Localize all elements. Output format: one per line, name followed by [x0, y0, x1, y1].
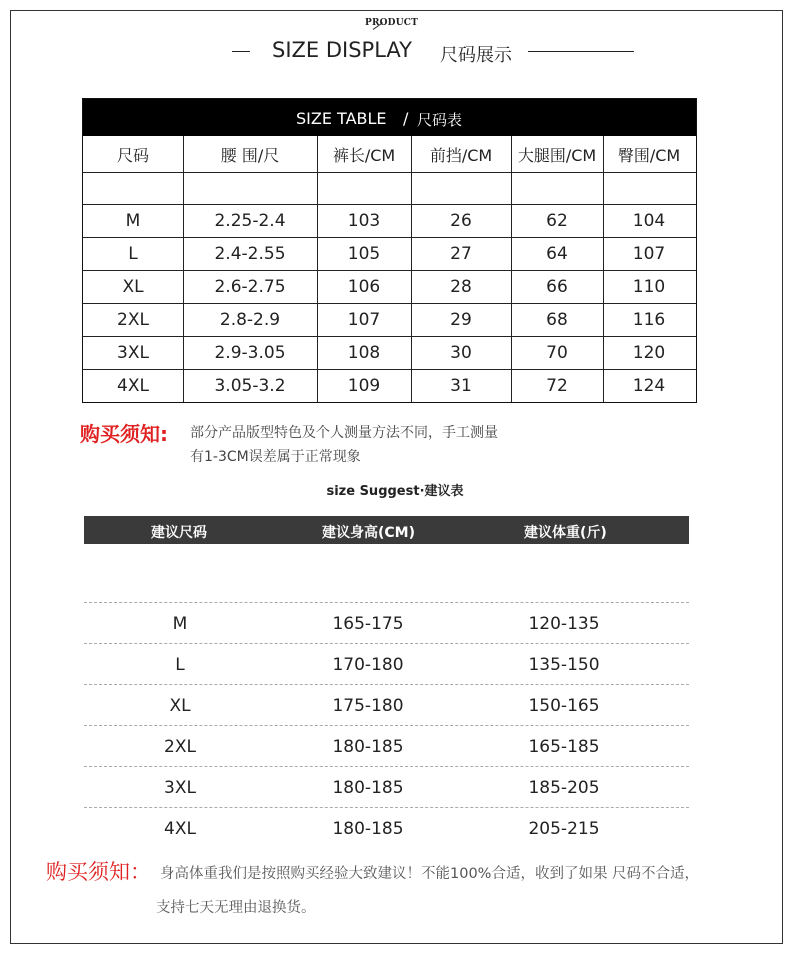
- table-cell: 120: [632, 343, 666, 363]
- table-row: [83, 337, 696, 370]
- table-row: [84, 767, 689, 808]
- notice-label: 购买须知:: [80, 422, 168, 446]
- size-table: [82, 98, 697, 403]
- table-cell: 175-180: [332, 695, 404, 716]
- table-cell: L: [175, 654, 185, 675]
- column-divider: [411, 136, 412, 402]
- table-cell: 28: [450, 277, 472, 297]
- column-header: 建议体重(斤): [524, 525, 607, 541]
- column-divider: [317, 136, 318, 402]
- table-cell: 109: [347, 375, 381, 396]
- table-cell: 180-185: [332, 777, 404, 798]
- size-table-column-headers: [83, 136, 696, 173]
- size-table-header-bar: [83, 99, 696, 136]
- table-cell: 165-185: [528, 736, 600, 757]
- table-cell: 2XL: [164, 736, 196, 757]
- notice-text-line1: 身高体重我们是按照购买经验大致建议！不能100%合适，收到了如果 尺码不合适，: [160, 866, 700, 882]
- column-header: 裤长/CM: [332, 145, 396, 165]
- table-cell: 3XL: [117, 343, 149, 363]
- table-cell: 2.9-3.05: [214, 343, 286, 363]
- notice-text-line2: 支持七天无理由退换货。: [156, 900, 316, 916]
- table-cell: 29: [450, 310, 472, 330]
- size-table-title-cn: 尺码表: [417, 111, 463, 129]
- table-cell: 135-150: [528, 654, 600, 675]
- column-header: 建议尺码: [151, 525, 207, 541]
- table-cell: 2.4-2.55: [214, 244, 286, 264]
- table-cell: 110: [632, 277, 666, 297]
- table-cell: 150-165: [528, 695, 600, 716]
- table-cell: 3XL: [164, 777, 196, 798]
- column-divider: [183, 136, 184, 402]
- table-row: [83, 271, 696, 304]
- table-cell: 107: [347, 310, 381, 330]
- table-cell: 26: [450, 211, 472, 231]
- notice-text-line2: 有1-3CM误差属于正常现象: [190, 449, 361, 465]
- table-cell: 66: [546, 277, 568, 297]
- table-cell: 31: [450, 375, 472, 396]
- page-title: [0, 36, 790, 66]
- table-cell: 180-185: [332, 818, 404, 839]
- table-cell: 68: [546, 310, 568, 330]
- table-row: [83, 370, 696, 401]
- table-cell: 106: [347, 277, 381, 297]
- table-cell: 2.8-2.9: [219, 310, 281, 330]
- table-cell: 124: [632, 375, 666, 396]
- table-cell: 72: [546, 375, 568, 396]
- suggest-table-title: size Suggest·建议表: [326, 484, 464, 499]
- column-header: 大腿围/CM: [517, 145, 597, 165]
- table-cell: XL: [169, 695, 191, 716]
- title-dash-left: [232, 51, 250, 52]
- table-row: [83, 238, 696, 271]
- table-cell: 30: [450, 343, 472, 363]
- table-row: [84, 644, 689, 685]
- table-cell: 2.6-2.75: [214, 277, 286, 297]
- size-table-title-separator: /: [403, 109, 409, 128]
- table-cell: 180-185: [332, 736, 404, 757]
- column-header: 臀围/CM: [617, 145, 681, 165]
- table-cell: 27: [450, 244, 472, 264]
- table-cell: 4XL: [164, 818, 196, 839]
- notice-text-line1: 部分产品版型特色及个人测量方法不同，手工测量: [190, 425, 498, 441]
- size-table-spacer-row: [83, 173, 696, 205]
- title-dash-right: [528, 51, 634, 52]
- column-divider: [511, 136, 512, 402]
- table-cell: 120-135: [528, 613, 600, 634]
- table-cell: 108: [347, 343, 381, 363]
- title-en: SIZE DISPLAY: [272, 38, 412, 62]
- size-table-title-en: SIZE TABLE: [296, 109, 387, 128]
- table-cell: 70: [546, 343, 568, 363]
- table-cell: L: [128, 244, 138, 264]
- table-row: [84, 726, 689, 767]
- column-header: 前挡/CM: [429, 145, 493, 165]
- column-header: 尺码: [116, 145, 149, 165]
- column-header: 建议身高(CM): [322, 525, 416, 541]
- table-cell: 165-175: [332, 613, 404, 634]
- table-cell: M: [125, 211, 141, 231]
- table-cell: 185-205: [528, 777, 600, 798]
- table-cell: 3.05-3.2: [214, 375, 286, 396]
- notice-label: 购买须知：: [46, 860, 151, 884]
- suggest-table-header: [84, 516, 689, 544]
- table-cell: 170-180: [332, 654, 404, 675]
- table-cell: 205-215: [528, 818, 600, 839]
- table-row: [84, 685, 689, 726]
- table-cell: XL: [122, 277, 144, 297]
- table-cell: 62: [546, 211, 568, 231]
- table-cell: 64: [546, 244, 568, 264]
- table-cell: 2.25-2.4: [214, 211, 286, 231]
- table-cell: M: [172, 613, 188, 634]
- column-header: 腰 围/尺: [220, 145, 280, 165]
- table-cell: 107: [632, 244, 666, 264]
- table-row: [84, 603, 689, 644]
- table-cell: 104: [632, 211, 666, 231]
- table-cell: 116: [632, 310, 666, 330]
- table-row: [83, 205, 696, 238]
- table-row: [83, 304, 696, 337]
- column-divider: [603, 136, 604, 402]
- table-row: [84, 808, 689, 849]
- table-cell: 105: [347, 244, 381, 264]
- title-cn: 尺码展示: [440, 45, 512, 66]
- table-cell: 2XL: [117, 310, 149, 330]
- table-cell: 4XL: [117, 375, 149, 396]
- product-tag: PRODUCT: [365, 18, 419, 28]
- table-cell: 103: [347, 211, 381, 231]
